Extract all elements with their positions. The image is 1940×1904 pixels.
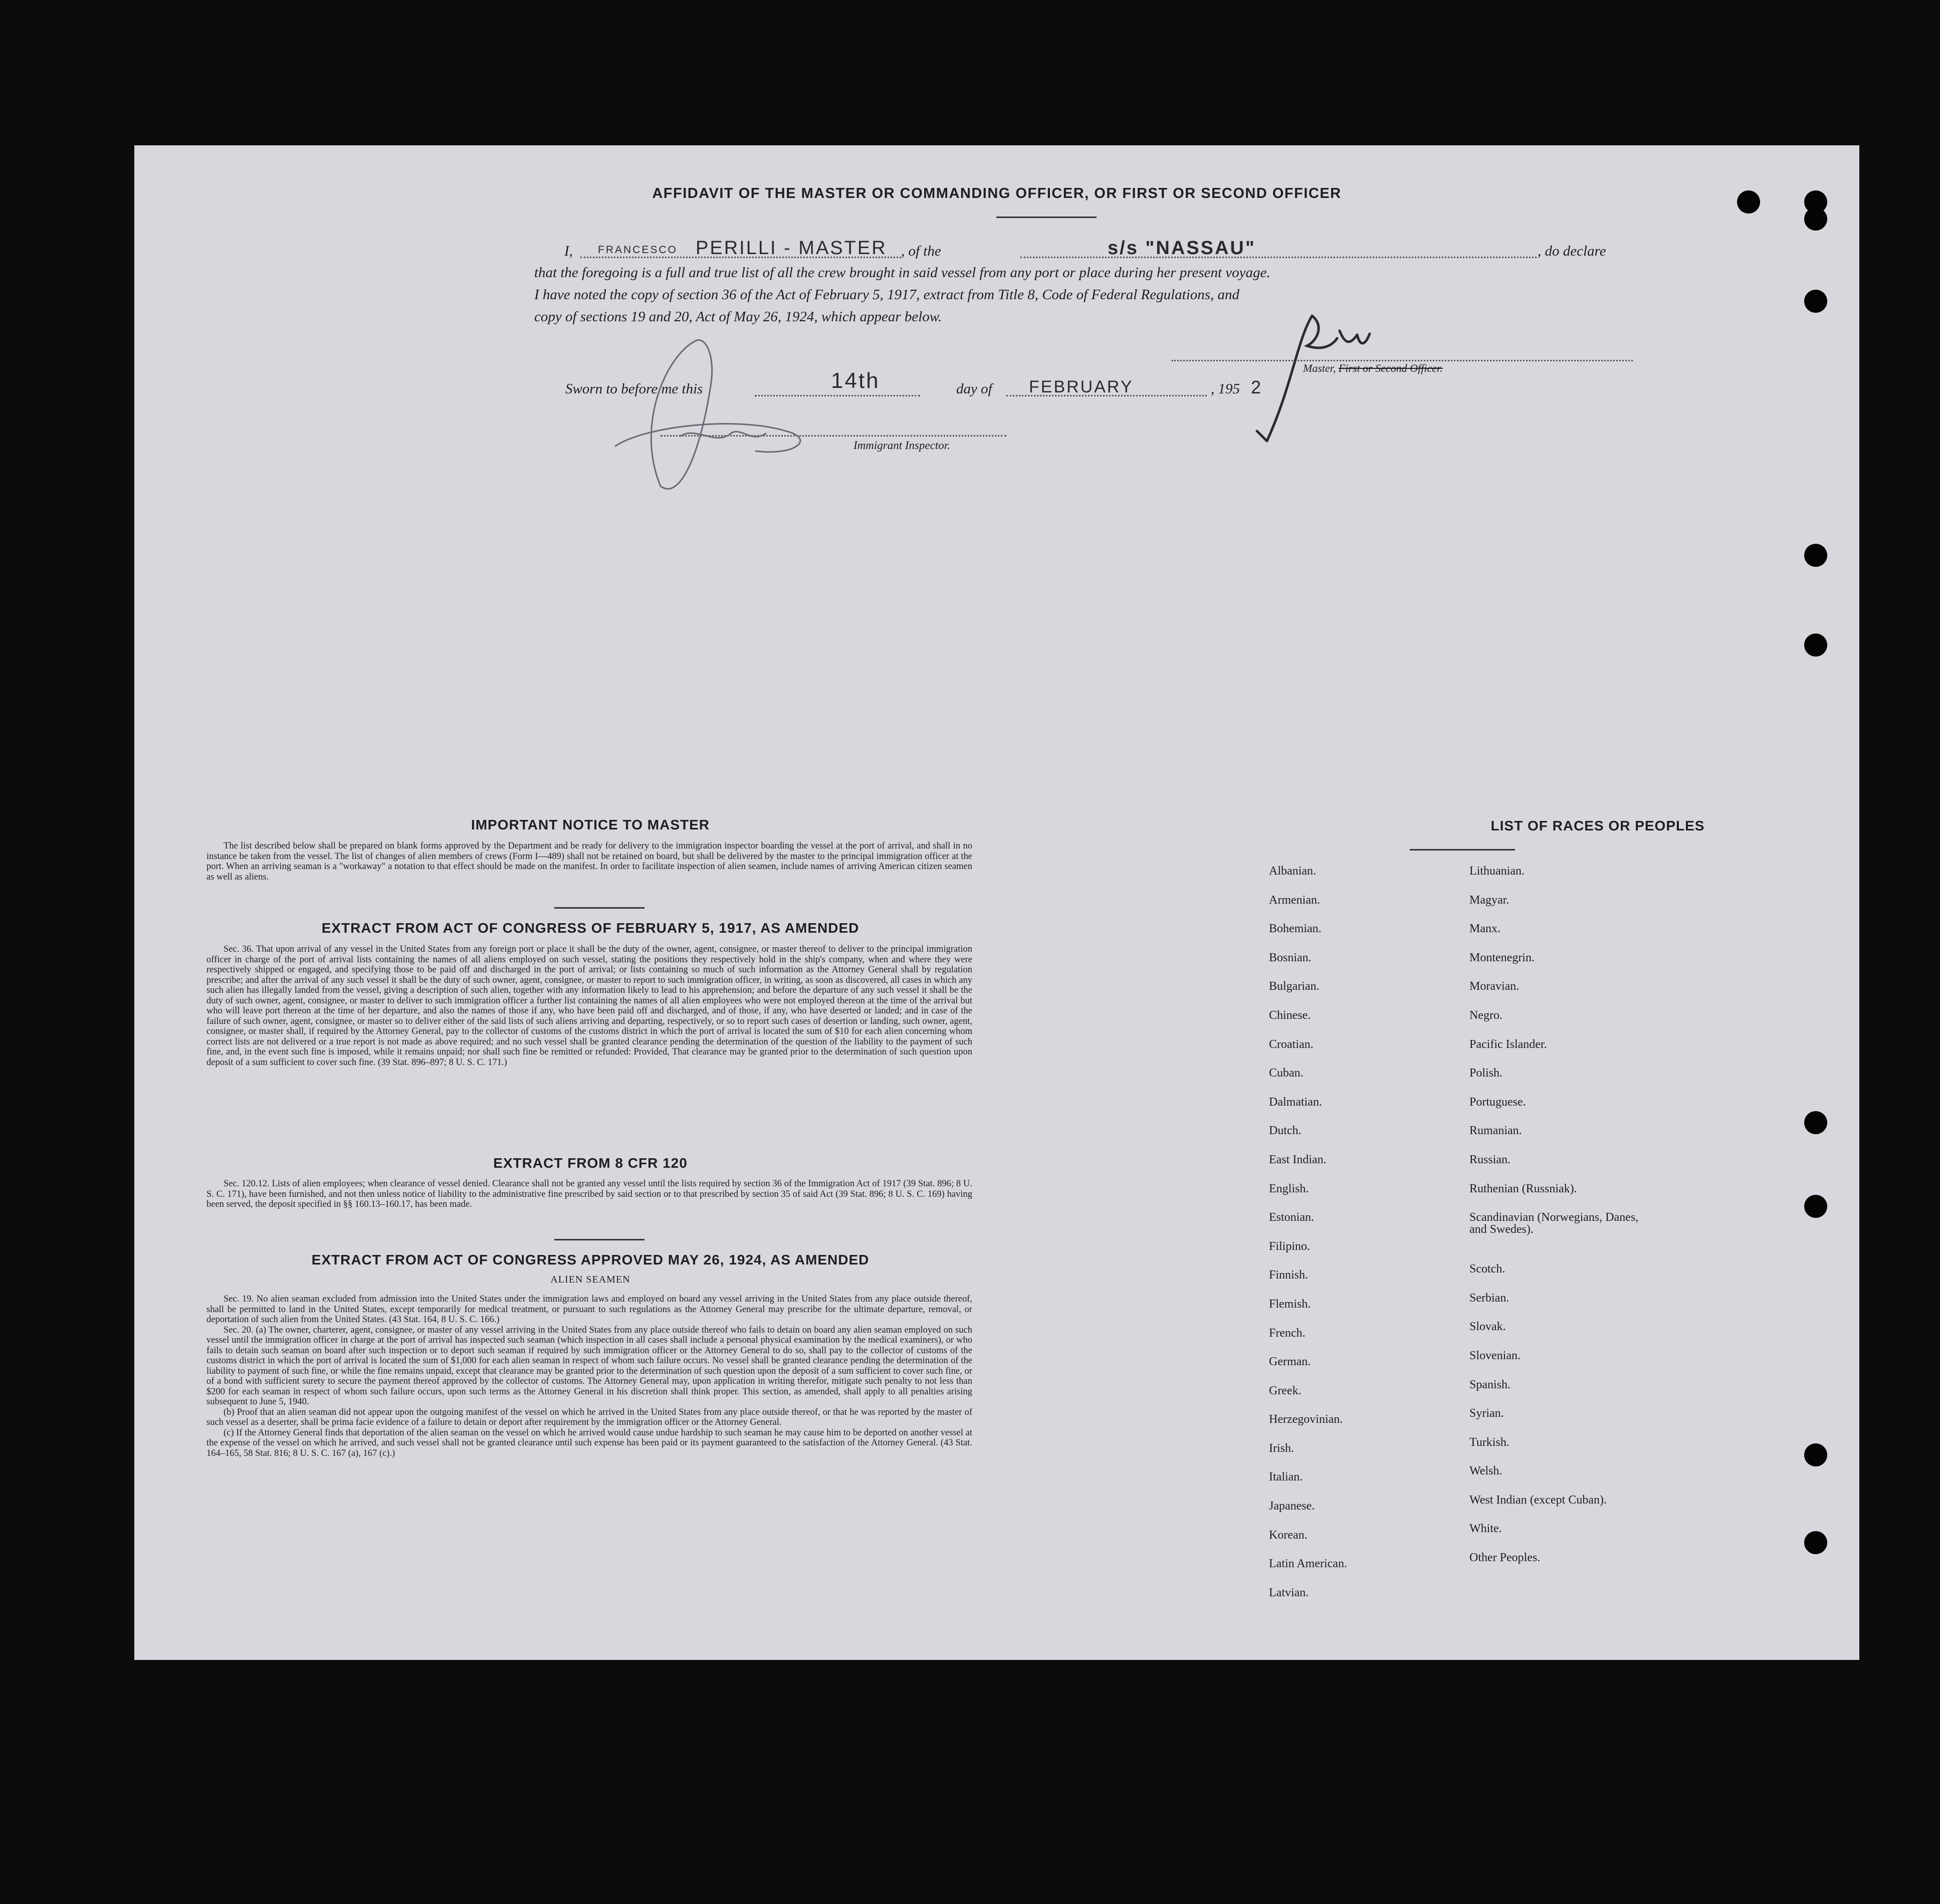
notice-paragraph: The list described below shall be prepared on blank forms approved by the Department and be ready for delivery to the immigration inspector boarding the vessel at the port of arrival, and shall in no instance be taken from the vessel. The list of changes of alien members of crews (Form I—489) shall not be retained on board, but shall be delivered by the master to the principal immigration officer at the port. When an arriving seaman is a "workaway" a notation to that effect should be made on the manifest. In order to facilitate inspection of alien seamen, include names of arriving American citizen seamen as well as aliens. [206, 841, 972, 882]
sec-19-label: Sec. 19. [224, 1294, 254, 1304]
race-item: Cuban. [1269, 1067, 1304, 1080]
punch-hole [1804, 290, 1827, 313]
race-item: Rumanian. [1469, 1124, 1522, 1138]
punch-hole [1804, 544, 1827, 567]
vessel-name: s/s "NASSAU" [1108, 238, 1256, 259]
race-item: Armenian. [1269, 893, 1320, 907]
race-item: Croatian. [1269, 1037, 1314, 1051]
sec-36-paragraph [206, 944, 972, 1068]
punch-hole [1804, 1443, 1827, 1466]
declaration-line-3: I have noted the copy of section 36 of the Act of February 5, 1917, extract from Title 8, Code of Federal Regulations, and [534, 287, 1240, 303]
race-item: English. [1269, 1182, 1309, 1195]
divider [554, 907, 644, 909]
race-item: Scandinavian (Norwegians, Danes, and Swedes). [1469, 1211, 1639, 1236]
race-item: Bulgarian. [1269, 980, 1320, 993]
sec-20b-paragraph: (b) Proof that an alien seaman did not appear upon the outgoing manifest of the vessel on which he arrived in the United States from any place outside thereof, or that he was reported by the master of such vessel as a deserter, shall be prima facie evidence of a failure to detain or deport after requirement by the immigration officer or the Attorney General. [206, 1407, 972, 1427]
races-title-rule [1410, 849, 1515, 851]
race-item: Pacific Islander. [1469, 1037, 1547, 1051]
race-item: Manx. [1469, 922, 1500, 936]
races-title: LIST OF RACES OR PEOPLES [1490, 818, 1705, 833]
master-name: PERILLI - MASTER [696, 238, 887, 259]
race-item: Italian. [1269, 1470, 1303, 1484]
year-value: 2 [1251, 377, 1263, 397]
race-item: Slovenian. [1469, 1349, 1521, 1362]
extract-1917-body [206, 944, 972, 1068]
race-item: Russian. [1469, 1153, 1511, 1166]
race-item: German. [1269, 1355, 1311, 1369]
sec-120-paragraph [206, 1179, 972, 1210]
race-item: Moravian. [1469, 980, 1520, 993]
sec-19-paragraph [206, 1294, 972, 1325]
sec-20-label: Sec. 20. [224, 1325, 254, 1335]
master-label-plain: Master, [1303, 362, 1336, 374]
race-item: White. [1469, 1522, 1502, 1536]
punch-hole [1737, 190, 1760, 214]
year-prefix: , 195 [1211, 381, 1240, 397]
punch-hole [1804, 1111, 1827, 1134]
sec-120-label: Sec. 120.12. [224, 1179, 270, 1189]
punch-hole [1804, 1195, 1827, 1218]
race-item: Greek. [1269, 1384, 1302, 1397]
race-item: Chinese. [1269, 1008, 1311, 1022]
race-item: Ruthenian (Russniak). [1469, 1182, 1577, 1195]
race-item: East Indian. [1269, 1153, 1327, 1166]
race-item: Montenegrin. [1469, 951, 1535, 964]
extract-cfr-title: EXTRACT FROM 8 CFR 120 [493, 1155, 688, 1171]
race-item: Negro. [1469, 1008, 1502, 1022]
race-item: Syrian. [1469, 1407, 1504, 1420]
race-item: Korean. [1269, 1528, 1308, 1542]
title-rule [996, 217, 1097, 218]
extract-1924-body [206, 1294, 972, 1458]
vessel-fill-line [1020, 257, 1537, 258]
race-item: French. [1269, 1326, 1306, 1340]
sec-19-text: No alien seaman excluded from admission into the United States under the immigration laws and employed on board any vessel arriving in the United States from any place outside thereof, shall be permitted to land in the United States, except temporarily for medical treatment, or pursuant to such regulations as the Attorney General may prescribe for the ultimate departure, removal, or deportation of such alien from the United States. (43 Stat. 164, 8 U. S. C. 166.) [206, 1294, 972, 1325]
extract-cfr-body [206, 1179, 972, 1210]
given-name: FRANCESCO [598, 244, 678, 256]
inspector-label: Immigrant Inspector. [853, 439, 950, 452]
race-item: Albanian. [1269, 865, 1316, 878]
sec-20c-paragraph: (c) If the Attorney General finds that deportation of the alien seaman on the vessel on which he arrived would cause undue hardship to such seaman he may cause him to be deported on another vessel at the expense of the vessel on which he arrived, and such vessel shall not be granted clearance until such expense has been paid or its payment guaranteed to the satisfaction of the Attorney General. (43 Stat. 164–165, 58 Stat. 816; 8 U. S. C. 167 (a), 167 (c).) [206, 1427, 972, 1458]
sec-36-label: Sec. 36. [224, 944, 254, 954]
race-item: Spanish. [1469, 1378, 1511, 1391]
sec-36-text: That upon arrival of any vessel in the United States from any foreign port or place it shall be the duty of the owner, agent, consignee, or master thereof to deliver to the principal immigration officer in charge of the port of arrival lists containing the names of all aliens employed on such vessel, stating the positions they respectively hold in the ship's company, when and where they were respectively shipped or engaged, and specifying those to be paid off and discharged in the port of arrival; or lists containing so much of such information as the Attorney General shall by regulation prescribe; and after the arrival of any such vessel it shall be the duty of such owner, agent, consignee, or master to report to such immigration officer, in writing, as soon as discovered, all cases in which any such alien has illegally landed from the vessel, giving a description of such alien, together with any information likely to lead to his apprehension; and before the departure of any such vessel it shall be the duty of such owner, agent, consignee, or master to deliver to such immigration officer a further list containing the names of all alien employees who were not employed thereon at the time of the arrival but who will leave port thereon at the time of her departure, and also the names of those if any, who have been paid off and discharged, and of those, if any, who have deserted or landed; and in case of the failure of such owner, agent, consignee, or master so to deliver either of the said lists of such aliens arriving and departing, respectively, or so to report such cases of desertion or landing, such owner, agent, consignee, or master shall, if required by the Attorney General, pay to the collector of customs of the customs district in which the port of arrival is located the sum of $10 for each alien concerning whom correct lists are not delivered or a true report is not made as above required; and no such vessel shall be granted clearance pending the determination of the question of the liability to the payment of such fine, and, in the event such fine is imposed, while it remains unpaid; nor shall such fine be remitted or refunded: Provided, That clearance may be granted prior to the determination of such question upon deposit of a sum sufficient to cover such fine. (39 Stat. 896–897; 8 U. S. C. 171.) [206, 944, 972, 1068]
race-item: Dalmatian. [1269, 1095, 1322, 1109]
race-item: Dutch. [1269, 1124, 1302, 1138]
race-item: Welsh. [1469, 1464, 1502, 1478]
race-item: Scotch. [1469, 1262, 1505, 1276]
race-item: Magyar. [1469, 893, 1510, 907]
notice-body [206, 841, 972, 882]
punch-hole [1804, 207, 1827, 231]
month-value: FEBRUARY [1029, 377, 1134, 396]
race-item: Serbian. [1469, 1291, 1510, 1305]
alien-seamen-subtitle: ALIEN SEAMEN [550, 1274, 630, 1285]
race-item: Flemish. [1269, 1297, 1311, 1311]
document-page [134, 145, 1859, 1660]
race-item: Other Peoples. [1469, 1551, 1541, 1565]
extract-1917-title: EXTRACT FROM ACT OF CONGRESS OF FEBRUARY 5, 1917, AS AMENDED [321, 920, 859, 936]
notice-title: IMPORTANT NOTICE TO MASTER [471, 817, 710, 832]
day-value: 14th [831, 368, 880, 393]
day-of-label: day of [956, 381, 992, 397]
affidavit-title: AFFIDAVIT OF THE MASTER OR COMMANDING OFFICER, OR FIRST OR SECOND OFFICER [652, 185, 1342, 201]
race-item: Polish. [1469, 1067, 1503, 1080]
race-item: Irish. [1269, 1441, 1294, 1455]
race-item: Filipino. [1269, 1239, 1311, 1253]
race-item: Slovak. [1469, 1320, 1506, 1334]
race-item: Herzegovinian. [1269, 1413, 1343, 1426]
inspector-signature [605, 326, 856, 506]
races-right-column [1469, 865, 1650, 1581]
sworn-label: Sworn to before me this [565, 381, 703, 397]
sec-20a-text: (a) The owner, charterer, agent, consignee, or master of any vessel arriving in the United States from any place outside thereof who fails to detain on board any alien seaman employed on such vessel until the immigration officer in charge at the port of arrival has inspected such seaman (which inspection in all cases shall include a personal physical examination by the medical examiners), or who fails to detain such seaman on board after such inspection or to deport such seaman if required by such immigration officer or the Attorney General to do so, shall pay to the collector of customs of the customs district in which the port of arrival is located the sum of $1,000 for each alien seaman in respect of whom such failure occurs. No vessel shall be granted clearance pending the determination of the liability to payment of such fine, or while the fine remains unpaid, except that clearance may be granted prior to the determination of such question upon the deposit of a sum sufficient to cover such fine, or of a bond with sufficient surety to secure the payment thereof approved by the collector of customs. The Attorney General may, upon application in writing therefor, mitigate such penalty to not less than $200 for each seaman in respect of whom such failure occurs, upon such terms as the Attorney General in his discretion shall think proper. This section, as amended, shall apply to all penalties arising subsequent to June 5, 1940. [206, 1325, 972, 1407]
declaration-line-4: copy of sections 19 and 20, Act of May 26, 1924, which appear below. [534, 309, 942, 325]
races-left-column [1269, 865, 1459, 1615]
race-item: Turkish. [1469, 1435, 1510, 1449]
sec-20a-paragraph [206, 1325, 972, 1407]
race-item: Lithuanian. [1469, 865, 1525, 878]
divider [554, 1239, 644, 1240]
punch-hole [1804, 633, 1827, 657]
race-item: Finnish. [1269, 1268, 1309, 1282]
sec-120-text: Lists of alien employees; when clearance of vessel denied. Clearance shall not be granted any vessel until the lists required by section 36 of the Immigration Act of 1917 (39 Stat. 896; 8 U. S. C. 171), have been furnished, and not then unless notice of liability to the administrative fine prescribed by said section or to that prescribed by section 35 of said Act (39 Stat. 896; 8 U. S. C. 169) having been served, the deposit specified in §§ 160.13–160.17, has been made. [206, 1179, 973, 1209]
race-item: Bosnian. [1269, 951, 1312, 964]
extract-1924-title: EXTRACT FROM ACT OF CONGRESS APPROVED MAY 26, 1924, AS AMENDED [311, 1252, 870, 1267]
punch-hole [1804, 1531, 1827, 1554]
i-prefix: I, [564, 243, 573, 259]
race-item: Latin American. [1269, 1557, 1347, 1571]
race-item: Latvian. [1269, 1586, 1309, 1599]
do-declare-label: , do declare [1538, 243, 1606, 259]
race-item: Estonian. [1269, 1211, 1314, 1224]
race-item: Bohemian. [1269, 922, 1322, 936]
race-item: Portuguese. [1469, 1095, 1526, 1109]
officer-label-struck: First or Second Officer. [1338, 362, 1443, 374]
of-the-label: , of the [901, 243, 941, 259]
race-item: Japanese. [1269, 1500, 1315, 1513]
race-item: West Indian (except Cuban). [1469, 1493, 1607, 1507]
declaration-line-2: that the foregoing is a full and true list of all the crew brought in said vessel from any port or place during her present voyage. [534, 265, 1270, 281]
